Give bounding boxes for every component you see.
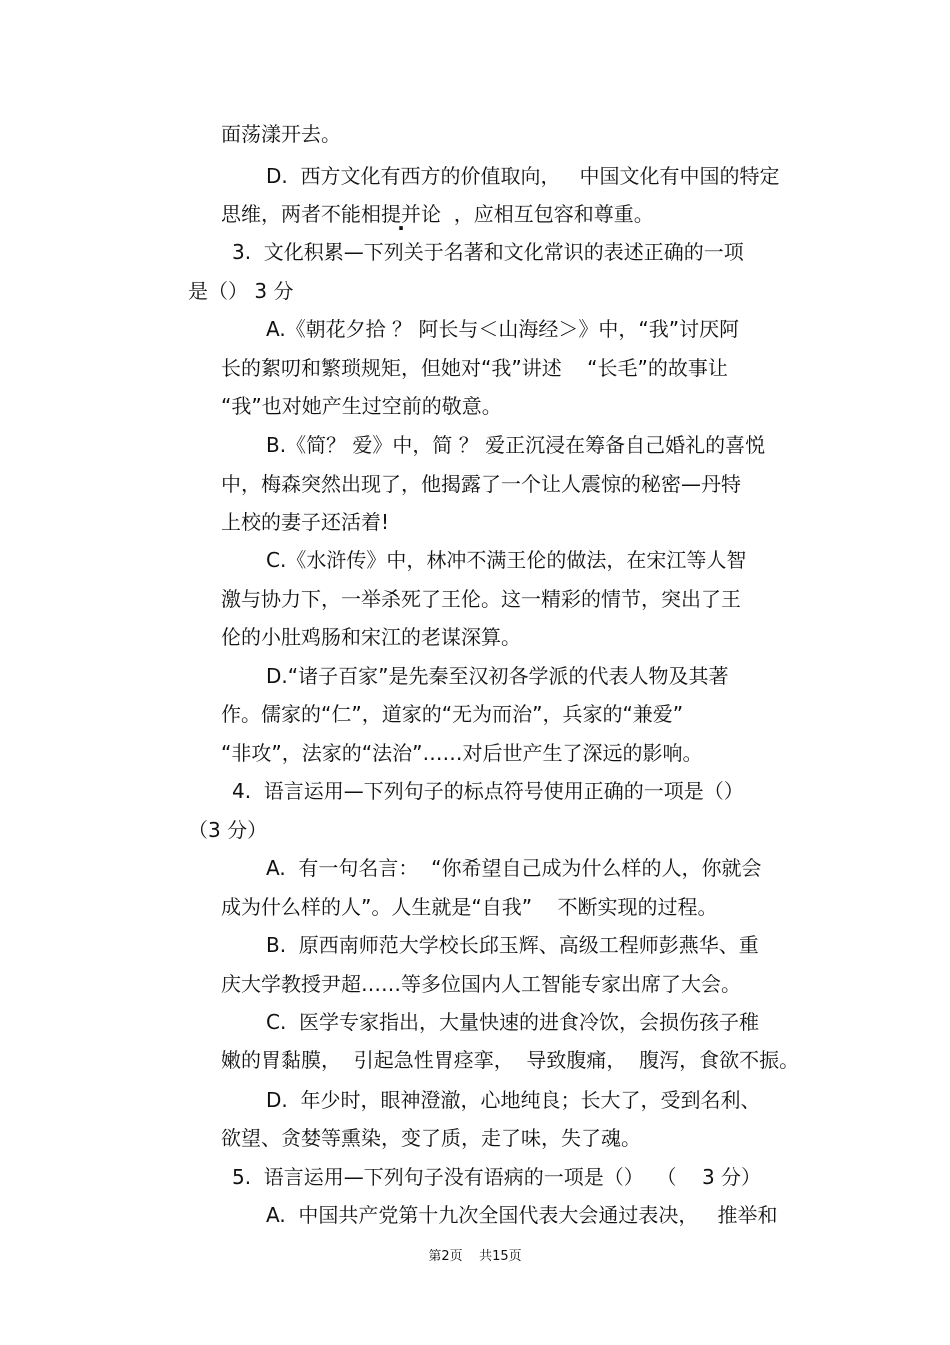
text-line: 是（） 3 分 — [188, 279, 294, 303]
emphasis-text: 相提并论 — [361, 202, 441, 226]
text-line: 欲望、贪婪等熏染，变了质，走了味，失了魂。 — [221, 1126, 641, 1150]
text-line: “我”也对她产生过空前的敬意。 — [221, 394, 502, 418]
text-line-emphasis — [221, 201, 654, 227]
text-line: 长的絮叨和繁琐规矩，但她对“我”讲述 “长毛”的故事让 — [221, 356, 728, 380]
text-segment: 思维，两者不能 — [221, 202, 361, 226]
text-line: 面荡漾开去。 — [221, 122, 341, 146]
text-line: 作。儒家的“仁”，道家的“无为而治”，兵家的“兼爱” — [221, 702, 684, 726]
page-footer: 第2页 共15页 — [428, 1249, 522, 1264]
text-line: 中，梅森突然出现了，他揭露了一个让人震惊的秘密—丹特 — [221, 472, 741, 496]
text-line: 嫩的胃黏膜， 引起急性胃痉挛， 导致腹痛， 腹泻，食欲不振。 — [221, 1048, 800, 1072]
option-b-line: B.《简？ 爱》中，简 ？ 爱正沉浸在筹备自己婚礼的喜悦 — [266, 433, 766, 457]
option-d-line: D.“诸子百家”是先秦至汉初各学派的代表人物及其著 — [266, 664, 729, 688]
question-4: 4. 语言运用—下列句子的标点符号使用正确的一项是（） — [232, 779, 744, 803]
question-3: 3. 文化积累—下列关于名著和文化常识的表述正确的一项 — [232, 240, 744, 264]
text-line: “非攻”，法家的“法治”……对后世产生了深远的影响。 — [221, 741, 703, 765]
option-a-line: A. 有一句名言： “你希望自己成为什么样的人，你就会 — [266, 856, 762, 880]
text-segment: ，应相互包容和尊重。 — [441, 202, 654, 226]
text-line: 激与协力下，一举杀死了王伦。这一精彩的情节，突出了王 — [221, 587, 741, 611]
option-c-line: C. 医学专家指出，大量快速的进食冷饮，会损伤孩子稚 — [266, 1010, 760, 1034]
text-line: 成为什么样的人”。人生就是“自我” 不断实现的过程。 — [221, 895, 718, 919]
text-line: （3 分） — [188, 818, 268, 842]
option-b-line: B. 原西南师范大学校长邱玉辉、高级工程师彭燕华、重 — [266, 933, 759, 957]
option-d-line: D. 西方文化有西方的价值取向， 中国文化有中国的特定 — [266, 164, 780, 188]
text-line: 庆大学教授尹超……等多位国内人工智能专家出席了大会。 — [221, 972, 741, 996]
text-line: 上校的妻子还活着! — [221, 510, 390, 534]
option-c-line: C.《水浒传》中，林冲不满王伦的做法，在宋江等人智 — [266, 548, 747, 572]
option-a-line: A. 中国共产党第十九次全国代表大会通过表决， 推举和 — [266, 1203, 778, 1227]
question-5: 5. 语言运用—下列句子没有语病的一项是（） （ 3 分） — [232, 1165, 762, 1189]
option-d-line: D. 年少时，眼神澄澈，心地纯良；长大了，受到名利、 — [266, 1088, 761, 1112]
text-line: 伦的小肚鸡肠和宋江的老谋深算。 — [221, 625, 521, 649]
option-a-line: A.《朝花夕拾 ？ 阿长与＜山海经＞》中，“我”讨厌阿 — [266, 317, 740, 341]
